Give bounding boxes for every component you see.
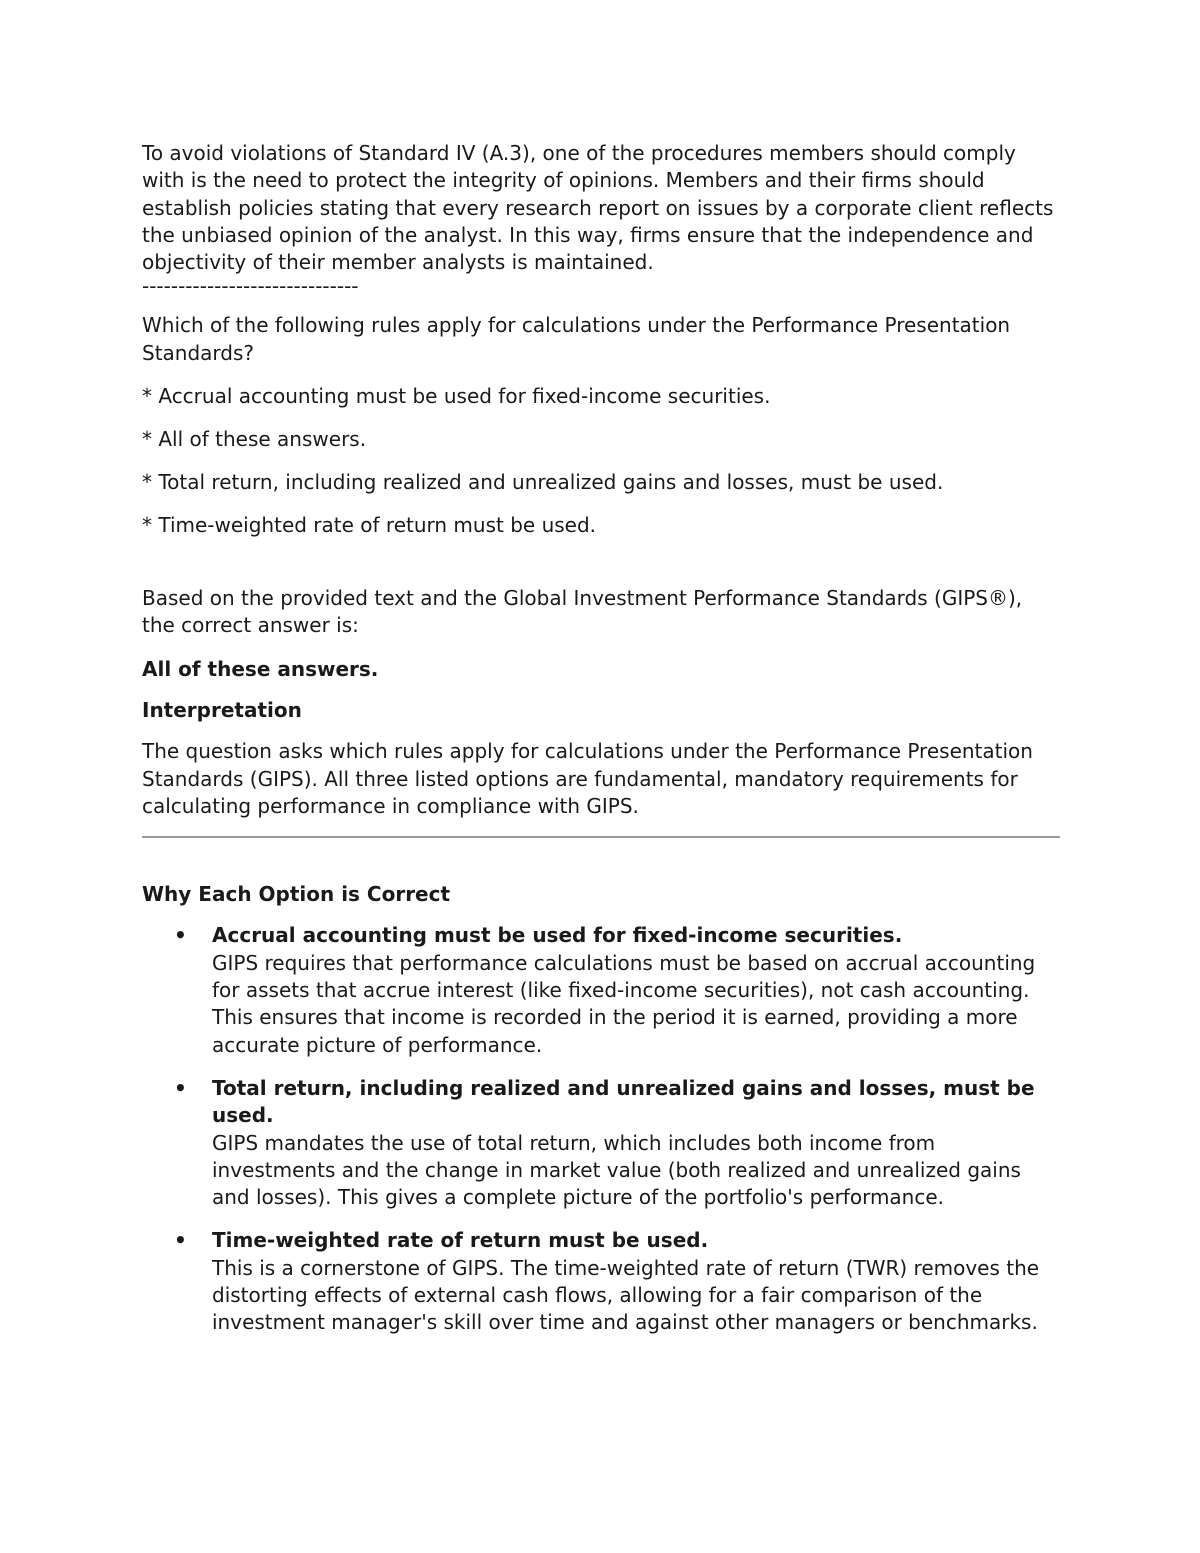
option-item: * Total return, including realized and unrealized gains and losses, must be used.	[142, 469, 944, 494]
interpretation-text: The question asks which rules apply for calculations under the Performance Presentation Standards (GIPS). All three listed options are fundamental, mandatory requirements for calculating performance in compliance with GIPS.	[142, 739, 1033, 818]
reason-title: Accrual accounting must be used for fixed-income securities.	[212, 923, 903, 948]
reason-title: Total return, including realized and unrealized gains and losses, must be used.	[212, 1075, 1035, 1128]
document-page	[142, 140, 1060, 1353]
option-item: * Accrual accounting must be used for fixed-income securities.	[142, 384, 771, 409]
reason-item	[142, 922, 1060, 1058]
bullet-icon: •	[174, 1228, 187, 1253]
horizontal-divider	[142, 836, 1060, 838]
answer-lead-text: Based on the provided text and the Global Investment Performance Standards (GIPS®), the correct answer is:	[142, 586, 1023, 638]
reason-title: Time-weighted rate of return must be used.	[212, 1228, 709, 1253]
reason-item	[142, 1227, 1060, 1336]
reason-text: GIPS mandates the use of total return, which includes both income from investments and the change in market value (both realized and unrealized gains and losses). This gives a complete picture of the portfolio's performance.	[212, 1130, 1021, 1210]
reason-text: GIPS requires that performance calculations must be based on accrual accounting for assets that accrue interest (like fixed-income securities), not cash accounting. This ensures that income is recorded in the period it is earned, providing a more accurate picture of performance.	[212, 950, 1036, 1057]
reason-item	[142, 1075, 1060, 1211]
intro-paragraph: To avoid violations of Standard IV (A.3), one of the procedures members should comply with is the need to protect the integrity of opinions. Members and their firms should establish policies stating that every research report on issues by a corporate client reflects the unbiased opinion of the analyst. In this way, firms ensure that the independence and objectivity of their member analysts is maintained.	[142, 141, 1054, 275]
separator-line: ------------------------------	[142, 276, 359, 299]
option-item: * Time-weighted rate of return must be used.	[142, 512, 597, 537]
interpretation-heading: Interpretation	[142, 697, 302, 722]
bullet-icon: •	[174, 1075, 187, 1100]
option-item: * All of these answers.	[142, 426, 367, 451]
question-text: Which of the following rules apply for calculations under the Performance Presentation Standards?	[142, 313, 1011, 365]
reason-text: This is a cornerstone of GIPS. The time-weighted rate of return (TWR) removes the distorting effects of external cash flows, allowing for a fair comparison of the investment manager's skill over time and against other managers or benchmarks.	[212, 1255, 1040, 1335]
correct-answer: All of these answers.	[142, 656, 379, 681]
reasons-heading: Why Each Option is Correct	[142, 882, 451, 907]
bullet-icon: •	[174, 923, 187, 948]
reasons-list	[142, 922, 1060, 1336]
